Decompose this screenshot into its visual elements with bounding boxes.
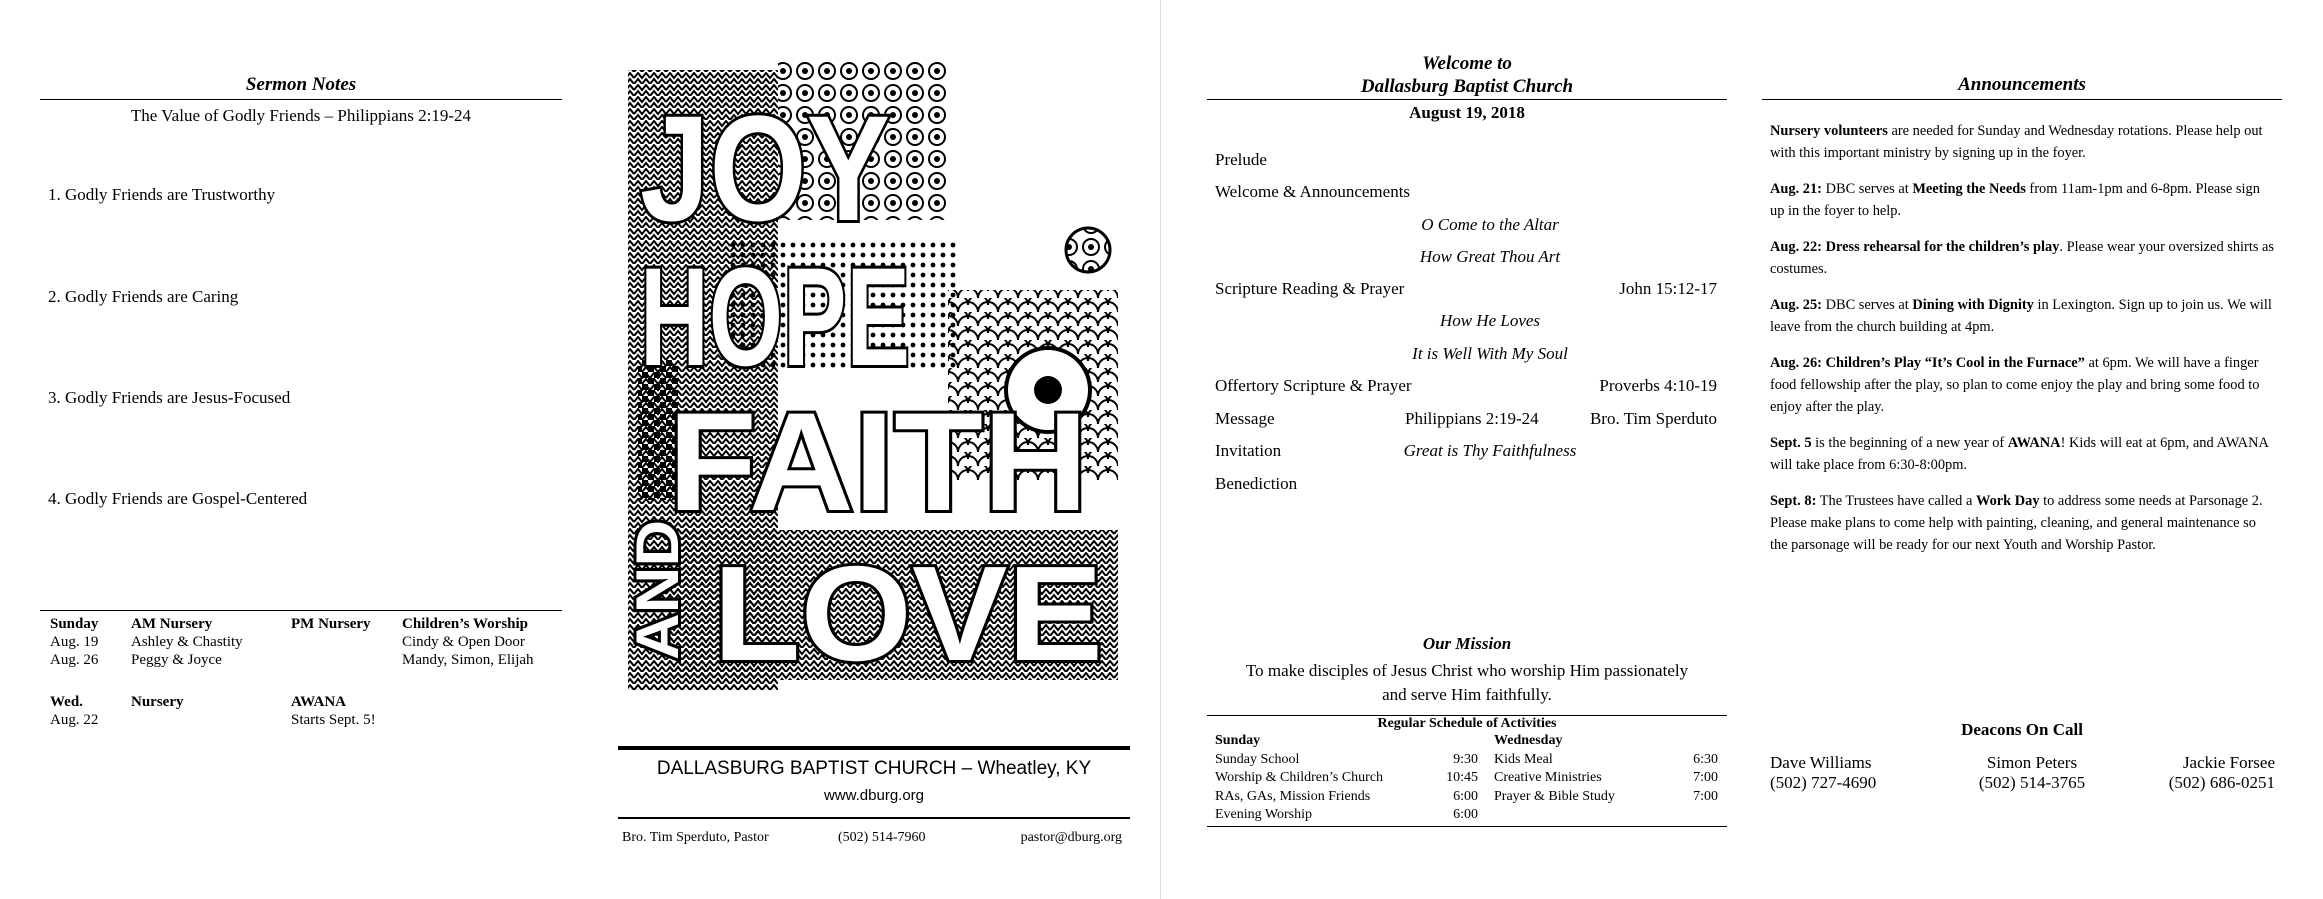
schedule-item: RAs, GAs, Mission Friends <box>1215 789 1371 804</box>
order-message-speaker: Bro. Tim Sperduto <box>1589 409 1717 428</box>
announcement-item: Sept. 5 is the beginning of a new year of AWANA! Kids will eat at 6pm, and AWANA will take place from 6:30-8:00pm. <box>1770 435 2269 473</box>
announcements-list <box>1770 120 2275 556</box>
schedule-item: Creative Ministries <box>1494 770 1602 785</box>
announcement-item: Sept. 8: The Trustees have called a Work Day to address some needs at Parsonage 2. Please make plans to come help with painting, cleaning, and general maintenance so the parsonage will be ready for our next Youth and Worship Pastor. <box>1770 493 2263 553</box>
welcome-rule <box>1207 99 1727 100</box>
order-message-ref: Philippians 2:19-24 <box>1405 409 1539 428</box>
schedule-time: 6:00 <box>1453 807 1478 822</box>
welcome-line2: Dallasburg Baptist Church <box>1360 76 1574 97</box>
schedule-time: 10:45 <box>1446 770 1478 785</box>
art-word: JOY <box>640 84 890 252</box>
service-date: August 19, 2018 <box>1409 103 1525 122</box>
art-word: LOVE <box>713 538 1103 689</box>
sermon-point: 2. Godly Friends are Caring <box>48 287 239 306</box>
order-welcome: Welcome & Announcements <box>1215 182 1411 201</box>
page-divider <box>1160 0 1161 899</box>
announcement-item: Aug. 26: Children’s Play “It’s Cool in the Furnace” at 6pm. We will have a finger food fellowship after the play, so plan to come enjoy the play and bring some food to enjoy after the play. <box>1770 355 2260 415</box>
order-offertory-label: Offertory Scripture & Prayer <box>1215 376 1412 395</box>
art-word: FAITH <box>668 383 1088 540</box>
schedule-sunday-label: Sunday <box>1215 733 1261 748</box>
nursery-wed-label: Wed. <box>50 694 83 710</box>
mission-statement <box>1207 659 1727 707</box>
nursery-date: Aug. 19 <box>50 634 99 650</box>
pastor-name: Bro. Tim Sperduto, Pastor <box>622 830 769 845</box>
schedule-time: 7:00 <box>1693 770 1718 785</box>
announcements-header: Announcements <box>1958 74 2086 95</box>
nursery-pm-label: PM Nursery <box>291 616 371 632</box>
schedule-item: Kids Meal <box>1494 752 1553 767</box>
order-song: How He Loves <box>1439 311 1541 330</box>
welcome-header <box>1207 52 1727 98</box>
order-invitation-song: Great is Thy Faithfulness <box>1403 441 1577 460</box>
sermon-point: 3. Godly Friends are Jesus-Focused <box>48 388 291 407</box>
schedule-time: 6:30 <box>1693 752 1718 767</box>
nursery-am-volunteers: Ashley & Chastity <box>131 634 243 650</box>
schedule-item: Prayer & Bible Study <box>1494 789 1615 804</box>
deacon-name: Dave Williams <box>1770 753 1872 772</box>
art-word: HOPE <box>640 238 910 395</box>
mission-line: To make disciples of Jesus Christ who worship Him passionately <box>1245 661 1689 680</box>
welcome-line1: Welcome to <box>1422 53 1512 74</box>
announcements-rule <box>1762 99 2282 100</box>
deacon-name: Jackie Forsee <box>2182 753 2275 772</box>
schedule-item: Evening Worship <box>1215 807 1312 822</box>
sermon-subtitle: The Value of Godly Friends – Philippians 2:19-24 <box>130 106 472 125</box>
nursery-sunday-label: Sunday <box>50 616 99 632</box>
nursery-awana-label: AWANA <box>291 694 347 710</box>
cover-rule-thin <box>618 817 1130 819</box>
order-offertory-ref: Proverbs 4:10-19 <box>1599 376 1717 395</box>
nursery-awana-value: Starts Sept. 5! <box>291 712 376 728</box>
nursery-rule <box>40 610 562 611</box>
church-name: DALLASBURG BAPTIST CHURCH – Wheatley, KY <box>656 758 1092 779</box>
nursery-am-volunteers: Peggy & Joyce <box>131 652 222 668</box>
deacons-header: Deacons On Call <box>1961 720 2083 739</box>
schedule-time: 7:00 <box>1693 789 1718 804</box>
announcement-item: Aug. 25: DBC serves at Dining with Dignity in Lexington. Sign up to join us. We will leave from the church building at 4pm. <box>1770 297 2272 335</box>
order-prelude: Prelude <box>1215 150 1267 169</box>
order-scripture-ref: John 15:12-17 <box>1619 279 1717 298</box>
sermon-point: 4. Godly Friends are Gospel-Centered <box>48 489 308 508</box>
church-website[interactable]: www.dburg.org <box>823 787 925 804</box>
announcement-item: Nursery volunteers are needed for Sunday and Wednesday rotations. Please help out with this important ministry by signing up in the foyer. <box>1770 123 2263 161</box>
nursery-date: Aug. 26 <box>50 652 99 668</box>
nursery-cw-volunteers: Mandy, Simon, Elijah <box>402 652 534 668</box>
announcement-item: Aug. 21: DBC serves at Meeting the Needs from 11am-1pm and 6-8pm. Please sign up in the foyer to help. <box>1770 181 2260 219</box>
deacon-phone: (502) 727-4690 <box>1770 773 1877 792</box>
schedule-rule-bottom <box>1207 826 1727 827</box>
sermon-header-rule <box>40 99 562 100</box>
order-song: It is Well With My Soul <box>1412 344 1568 363</box>
nursery-cw-volunteers: Cindy & Open Door <box>402 634 525 650</box>
sermon-point: 1. Godly Friends are Trustworthy <box>48 185 276 204</box>
announcement-item: Aug. 22: Dress rehearsal for the children’s play. Please wear your oversized shirts as costumes. <box>1770 239 2275 277</box>
nursery-am-label: AM Nursery <box>131 616 213 632</box>
deacon-phone: (502) 686-0251 <box>2168 773 2275 792</box>
schedule-item: Worship & Children’s Church <box>1215 770 1384 785</box>
schedule-time: 9:30 <box>1453 752 1478 767</box>
order-benediction: Benediction <box>1215 474 1298 493</box>
order-invitation-label: Invitation <box>1215 441 1282 460</box>
deacon-phone: (502) 514-3765 <box>1978 773 2086 792</box>
nursery-wed-date: Aug. 22 <box>50 712 99 728</box>
schedule-title: Regular Schedule of Activities <box>1377 716 1557 731</box>
mission-line: and serve Him faithfully. <box>1382 685 1552 704</box>
nursery-cw-label: Children’s Worship <box>402 616 529 632</box>
schedule-wednesday-label: Wednesday <box>1494 733 1563 748</box>
cover-rule-thick <box>618 746 1130 750</box>
deacon-name: Simon Peters <box>1986 753 2078 772</box>
order-song: How Great Thou Art <box>1419 247 1561 266</box>
art-word: AND <box>624 530 691 660</box>
art-flower <box>1066 228 1110 272</box>
pastor-email[interactable]: pastor@dburg.org <box>1020 830 1122 845</box>
order-scripture-label: Scripture Reading & Prayer <box>1215 279 1405 298</box>
cover-artwork <box>618 60 1130 690</box>
nursery-wed-nursery-label: Nursery <box>131 694 184 710</box>
pastor-phone: (502) 514-7960 <box>838 830 926 845</box>
order-message-label: Message <box>1215 409 1275 428</box>
schedule-item: Sunday School <box>1215 752 1300 767</box>
order-song: O Come to the Altar <box>1421 215 1559 234</box>
schedule-time: 6:00 <box>1453 789 1478 804</box>
mission-header: Our Mission <box>1422 634 1512 653</box>
sermon-notes-header: Sermon Notes <box>245 74 357 95</box>
